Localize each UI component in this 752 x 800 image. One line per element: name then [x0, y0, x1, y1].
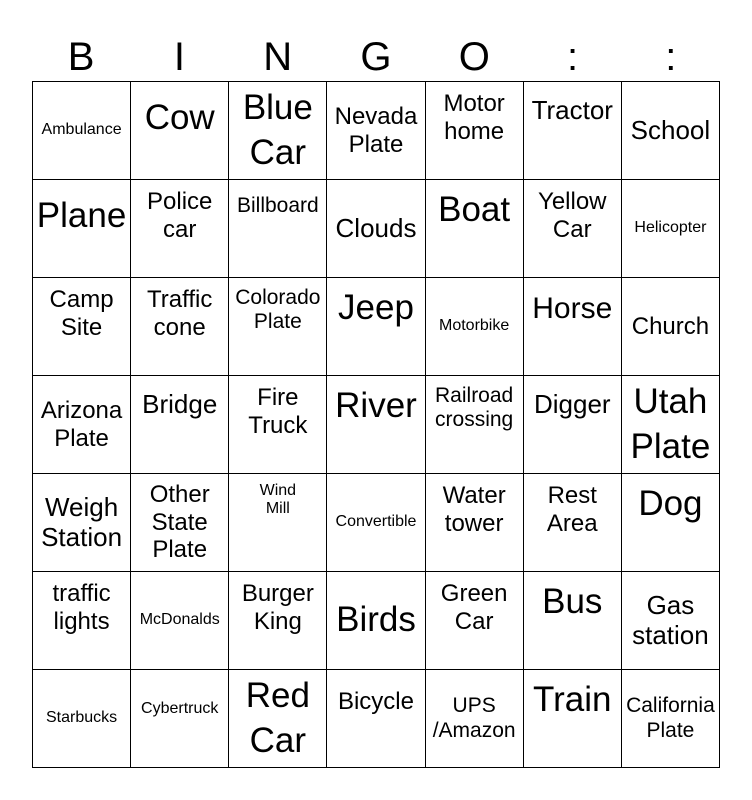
bingo-cell[interactable]	[327, 474, 425, 572]
cell-label: Train	[533, 680, 612, 719]
cell-label: Wind Mill	[259, 482, 297, 518]
bingo-cell[interactable]	[524, 376, 622, 474]
cell-label: Fire Truck	[248, 384, 308, 439]
cell-label: Tractor	[531, 95, 613, 125]
bingo-cell[interactable]	[229, 278, 327, 376]
cell-label: Green Car	[440, 580, 508, 635]
cell-label: Water tower	[442, 482, 506, 537]
bingo-cell[interactable]	[622, 670, 720, 768]
bingo-cell[interactable]	[622, 376, 720, 474]
cell-label: Bridge	[142, 389, 218, 419]
bingo-cell[interactable]	[229, 82, 327, 180]
cell-label: Digger	[533, 389, 611, 419]
bingo-cell[interactable]	[131, 376, 229, 474]
cell-label: Birds	[336, 600, 416, 640]
cell-label: Railroad crossing	[435, 384, 514, 432]
bingo-cell[interactable]	[524, 278, 622, 376]
cell-label: Cow	[144, 98, 215, 137]
cell-label: Bus	[542, 582, 603, 621]
cell-label: Jeep	[338, 288, 414, 327]
bingo-cell[interactable]	[622, 572, 720, 670]
cell-label: Billboard	[236, 194, 319, 217]
bingo-cell[interactable]	[33, 376, 131, 474]
bingo-cell[interactable]	[622, 82, 720, 180]
bingo-cell[interactable]	[524, 474, 622, 572]
cell-label: River	[335, 386, 417, 425]
cell-label: Convertible	[335, 513, 417, 531]
bingo-cell[interactable]	[327, 82, 425, 180]
cell-label: Dog	[638, 484, 703, 523]
bingo-cell[interactable]	[524, 82, 622, 180]
bingo-cell[interactable]	[524, 572, 622, 670]
bingo-cell[interactable]	[33, 82, 131, 180]
cell-label: Burger King	[241, 580, 314, 635]
bingo-cell[interactable]	[622, 180, 720, 278]
bingo-cell[interactable]	[622, 278, 720, 376]
cell-label: Motorbike	[439, 317, 510, 335]
cell-label: Rest Area	[546, 482, 598, 537]
bingo-cell[interactable]	[229, 670, 327, 768]
cell-label: Clouds	[335, 212, 417, 243]
bingo-cell[interactable]	[33, 180, 131, 278]
cell-label: Blue Car	[242, 87, 313, 172]
header-letter-o: O	[458, 35, 490, 79]
bingo-cell[interactable]	[327, 572, 425, 670]
header-letter-i: I	[173, 35, 185, 79]
cell-label: McDonalds	[139, 611, 220, 629]
bingo-cell[interactable]	[229, 180, 327, 278]
cell-label: Ambulance	[41, 121, 122, 139]
bingo-cell[interactable]	[131, 278, 229, 376]
bingo-cell[interactable]	[131, 474, 229, 572]
cell-label: Traffic cone	[147, 286, 213, 341]
bingo-cell[interactable]	[33, 670, 131, 768]
cell-label: Church	[631, 312, 710, 340]
bingo-cell[interactable]	[33, 474, 131, 572]
bingo-cell[interactable]	[426, 474, 524, 572]
cell-label: Horse	[532, 292, 613, 325]
cell-label: Other State Plate	[149, 481, 210, 564]
cell-label: Boat	[438, 190, 511, 229]
bingo-cell[interactable]	[131, 670, 229, 768]
bingo-cell[interactable]	[426, 670, 524, 768]
cell-label: Gas station	[632, 589, 709, 650]
bingo-header	[32, 34, 720, 80]
cell-label: Red Car	[245, 675, 310, 760]
cell-label: Plane	[36, 196, 127, 235]
cell-label: Nevada Plate	[334, 102, 418, 158]
cell-label: Bicycle	[337, 688, 414, 715]
cell-label: Yellow Car	[538, 188, 607, 243]
bingo-cell[interactable]	[426, 180, 524, 278]
bingo-cell[interactable]	[33, 572, 131, 670]
bingo-cell[interactable]	[327, 278, 425, 376]
bingo-cell[interactable]	[426, 376, 524, 474]
header-letter-n: N	[263, 35, 293, 79]
header-letter-g: G	[360, 35, 392, 79]
cell-label: California Plate	[626, 694, 715, 742]
bingo-cell[interactable]	[524, 670, 622, 768]
bingo-cell[interactable]	[426, 572, 524, 670]
cell-label: UPS /Amazon	[432, 694, 516, 742]
bingo-cell[interactable]	[229, 474, 327, 572]
cell-label: Utah Plate	[630, 381, 711, 466]
bingo-cell[interactable]	[131, 180, 229, 278]
cell-label: Starbucks	[46, 709, 118, 727]
bingo-cell[interactable]	[524, 180, 622, 278]
cell-label: School	[630, 114, 711, 145]
bingo-cell[interactable]	[426, 278, 524, 376]
cell-label: traffic lights	[52, 580, 111, 635]
bingo-cell[interactable]	[327, 376, 425, 474]
bingo-cell[interactable]	[229, 376, 327, 474]
bingo-cell[interactable]	[622, 474, 720, 572]
bingo-cell[interactable]	[131, 82, 229, 180]
bingo-cell[interactable]	[229, 572, 327, 670]
cell-label: Colorado Plate	[235, 286, 321, 334]
bingo-cell[interactable]	[327, 670, 425, 768]
header-letter-colon-2: :	[665, 35, 677, 79]
bingo-cell[interactable]	[33, 278, 131, 376]
bingo-cell[interactable]	[327, 180, 425, 278]
cell-label: Cybertruck	[141, 700, 219, 717]
header-letter-b: B	[67, 35, 95, 79]
cell-label: Weigh Station	[41, 491, 123, 552]
cell-label: Arizona Plate	[40, 396, 123, 452]
bingo-cell[interactable]	[131, 572, 229, 670]
header-letter-colon-1: :	[567, 35, 579, 79]
bingo-cell[interactable]	[426, 82, 524, 180]
bingo-board	[32, 81, 720, 768]
cell-label: Police car	[147, 188, 213, 243]
cell-label: Motor home	[443, 90, 505, 145]
cell-label: Camp Site	[49, 286, 114, 341]
cell-label: Helicopter	[634, 219, 707, 237]
